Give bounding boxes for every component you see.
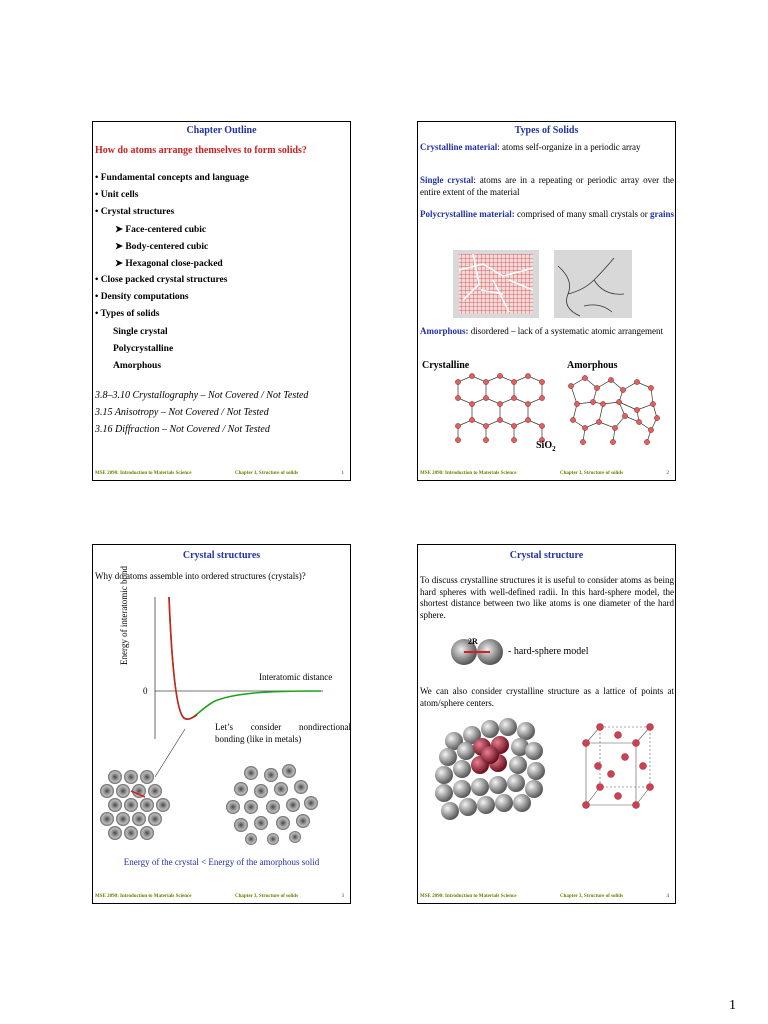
slide-footer (420, 894, 669, 899)
footer-chapter: Chapter 3, Structure of solids (235, 894, 299, 899)
bullet-item: • Fundamental concepts and language (95, 173, 249, 183)
sio2-subscript: 2 (552, 445, 556, 453)
slide-crystal-structure (417, 544, 676, 904)
label-crystalline: Crystalline (422, 360, 470, 371)
zero-tick-label: 0 (143, 686, 148, 696)
sub-bullet-item: ➤ Hexagonal close-packed (115, 259, 223, 269)
slide-title: Types of Solids (514, 125, 579, 136)
amorphous-packing (226, 764, 318, 845)
slide-chapter-outline (92, 121, 351, 481)
slide-title: Chapter Outline (186, 125, 257, 136)
term-amorphous: Amorphous: (420, 326, 469, 336)
footer-course: MSE 2090: Introduction to Materials Science (420, 894, 517, 899)
atom-packing-diagram (101, 763, 341, 845)
footer-course: MSE 2090: Introduction to Materials Science (420, 471, 517, 476)
definition-text: disordered – lack of a systematic atomic arrangement (468, 326, 663, 336)
slide-number: 3 (341, 894, 344, 899)
solid-type-item: Polycrystalline (113, 344, 174, 354)
nondirectional-note: Let’s consider nondirectional bonding (like in metals) (215, 722, 351, 744)
label-amorphous: Amorphous (567, 360, 618, 371)
crystalline-definition (420, 142, 674, 154)
slide-title: Crystal structures (182, 550, 261, 561)
sub-bullet-item: ➤ Body-centered cubic (115, 242, 209, 252)
two-r-label: 2R (468, 637, 478, 646)
solid-type-item: Amorphous (113, 361, 162, 371)
slide-number: 1 (341, 471, 344, 476)
slide-title: Crystal structure (509, 550, 584, 561)
energy-curve-attractive (169, 597, 321, 719)
hard-sphere-paragraph: To discuss crystalline structures it is useful to consider atoms as being hard spheres with well-defined radii. In this hard-sphere model, the shortest distance between two like atoms is one diameter of the hard sphere. (420, 575, 674, 620)
distance-axis-label: Interatomic distance (259, 672, 333, 682)
coverage-note: 3.16 Diffraction – Not Covered / Not Tested (95, 424, 270, 435)
slide-footer (420, 471, 669, 476)
solid-type-item: Single crystal (113, 327, 168, 337)
ordered-packing (100, 770, 170, 840)
footer-chapter: Chapter 3, Structure of solids (235, 471, 299, 476)
term-polycrystalline: Polycrystalline material: (420, 209, 515, 219)
footer-chapter: Chapter 3, Structure of solids (560, 471, 624, 476)
term-crystalline: Crystalline material (420, 142, 498, 152)
amorphous-sio2-structure (563, 372, 663, 444)
slide-crystal-structures (92, 544, 351, 904)
outline-question: How do atoms arrange themselves to form solids? (95, 145, 307, 156)
polycrystal-grains-image (453, 250, 539, 318)
slide-footer (95, 894, 344, 899)
energy-question: Why do atoms assemble into ordered structures (crystals)? (95, 571, 306, 581)
grain-boundaries-image (554, 250, 632, 318)
slide-types-of-solids (417, 121, 676, 481)
sub-bullet-item: ➤ Face-centered cubic (115, 225, 207, 235)
hard-sphere-pair-diagram (448, 637, 508, 667)
footer-chapter: Chapter 3, Structure of solids (560, 894, 624, 899)
fcc-unit-cell-lattice (568, 721, 668, 817)
energy-comparison-caption: Energy of the crystal < Energy of the amorphous solid (123, 857, 320, 867)
bullet-item: • Close packed crystal structures (95, 275, 228, 285)
energy-curve-repulsive (169, 597, 197, 719)
bullet-item: • Crystal structures (95, 207, 175, 217)
energy-axis-label: Energy of interatomic bond (119, 565, 129, 665)
term-grains: grains (649, 209, 674, 219)
term-single-crystal: Single crystal (420, 175, 474, 185)
slide-footer (95, 471, 344, 476)
amorphous-definition (420, 326, 674, 338)
sphere-lattice-image (434, 721, 546, 827)
definition-text: comprised of many small crystals or (514, 209, 650, 219)
footer-course: MSE 2090: Introduction to Materials Science (95, 894, 192, 899)
single-crystal-definition (420, 175, 674, 198)
bullet-item: • Unit cells (95, 190, 139, 200)
slide-number: 4 (666, 894, 669, 899)
coverage-note: 3.15 Anisotropy – Not Covered / Not Tested (95, 407, 269, 418)
crystalline-sio2-structure (448, 372, 548, 444)
label-sio2 (536, 440, 556, 453)
bullet-item: • Density computations (95, 292, 189, 302)
definition-text: : atoms are in a repeating or periodic array over the entire extent of the material (420, 175, 674, 197)
bullet-item: • Types of solids (95, 309, 160, 319)
hard-sphere-model-label: - hard-sphere model (508, 646, 589, 657)
footer-course: MSE 2090: Introduction to Materials Science (95, 471, 192, 476)
coverage-note: 3.8–3.10 Crystallography – Not Covered / Not Tested (95, 390, 309, 401)
polycrystalline-definition (420, 209, 674, 221)
page-number: 1 (729, 998, 736, 1013)
definition-text: : atoms self-organize in a periodic array (497, 142, 641, 152)
slide-number: 2 (666, 471, 669, 476)
sio2-text: SiO (536, 440, 553, 451)
lattice-paragraph: We can also consider crystalline structure as a lattice of points at atom/sphere centers. (420, 686, 674, 708)
